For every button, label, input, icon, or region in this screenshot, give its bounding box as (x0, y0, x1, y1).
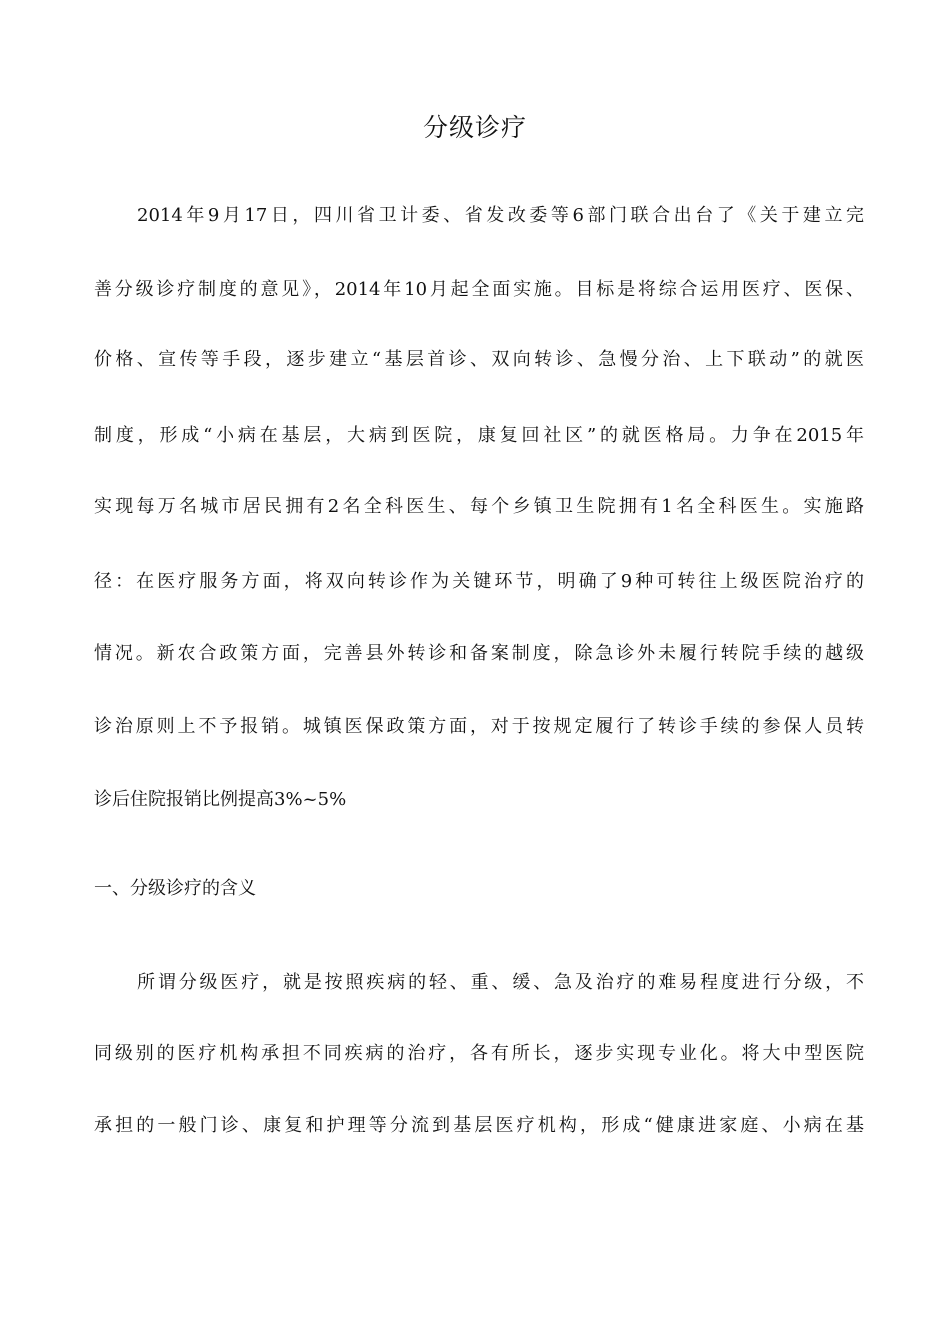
paragraph-1-line-1: 2014年9月17日，四川省卫计委、省发改委等6部门联合出台了《关于建立完 (137, 205, 864, 226)
section-heading: 一、分级诊疗的含义 (94, 878, 256, 899)
paragraph-1-line-4: 制度，形成“小病在基层，大病到医院，康复回社区”的就医格局。力争在2015年 (94, 425, 864, 446)
paragraph-2-line-1: 所谓分级医疗，就是按照疾病的轻、重、缓、急及治疗的难易程度进行分级，不 (137, 972, 864, 993)
paragraph-2-line-3: 承担的一般门诊、康复和护理等分流到基层医疗机构，形成“健康进家庭、小病在基 (94, 1115, 864, 1136)
paragraph-1-line-3: 价格、宣传等手段，逐步建立“基层首诊、双向转诊、急慢分治、上下联动”的就医 (94, 349, 864, 370)
paragraph-1-line-5: 实现每万名城市居民拥有2名全科医生、每个乡镇卫生院拥有1名全科医生。实施路 (94, 496, 864, 517)
paragraph-1-line-2: 善分级诊疗制度的意见》，2014年10月起全面实施。目标是将综合运用医疗、医保、 (94, 279, 864, 300)
page-title: 分级诊疗 (422, 113, 527, 142)
paragraph-1-line-7: 情况。新农合政策方面，完善县外转诊和备案制度，除急诊外未履行转院手续的越级 (94, 643, 864, 664)
paragraph-1-line-8: 诊治原则上不予报销。城镇医保政策方面，对于按规定履行了转诊手续的参保人员转 (94, 716, 864, 737)
paragraph-1-line-9: 诊后住院报销比例提高3%~5% (94, 789, 347, 810)
paragraph-1-line-6: 径：在医疗服务方面，将双向转诊作为关键环节，明确了9种可转往上级医院治疗的 (94, 571, 864, 592)
paragraph-2-line-2: 同级别的医疗机构承担不同疾病的治疗，各有所长，逐步实现专业化。将大中型医院 (94, 1043, 864, 1064)
